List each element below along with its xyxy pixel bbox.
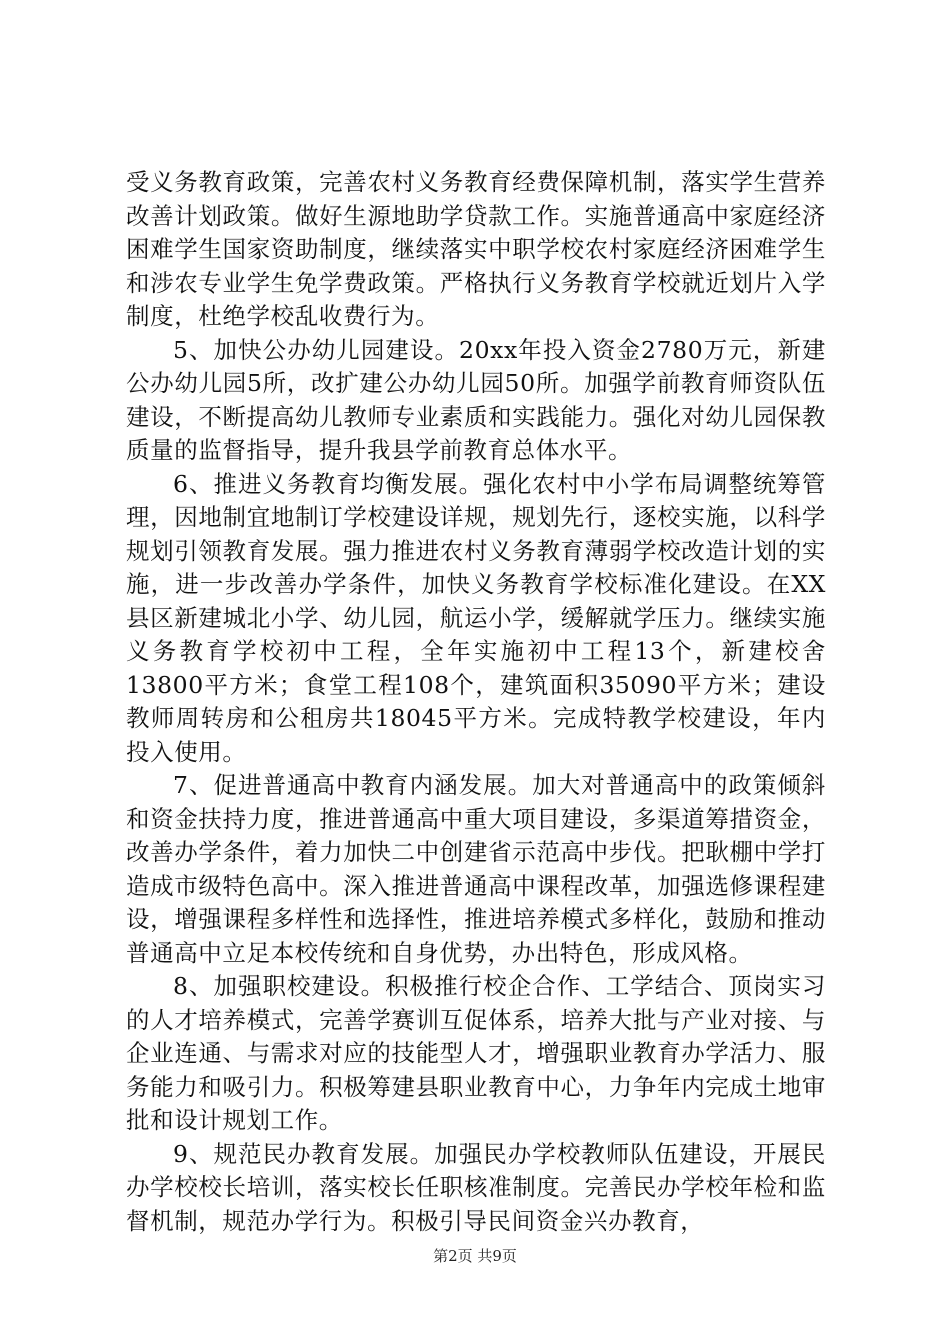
paragraph-item-7: 7、促进普通高中教育内涵发展。加大对普通高中的政策倾斜和资金扶持力度，推进普通高中重大项目建设，多渠道筹措资金，改善办学条件，着力加快二中创建省示范高中步伐。把耿棚中学打造成市级特色高中。深入推进普通高中课程改革，加强选修课程建设，增强课程多样性和选择性，推进培养模式多样化，鼓励和推动普通高中立足本校传统和自身优势，办出特色，形成风格。 [126, 771, 826, 967]
paragraph-item-5: 5、加快公办幼儿园建设。20xx年投入资金2780万元，新建公办幼儿园5所，改扩建公办幼儿园50所。加强学前教育师资队伍建设，不断提高幼儿教师专业素质和实践能力。强化对幼儿园保教质量的监督指导，提升我县学前教育总体水平。 [126, 335, 826, 464]
page-number-footer: 第2页 共9页 [433, 1247, 517, 1265]
document-body [126, 166, 826, 1238]
paragraph-item-8: 8、加强职校建设。积极推行校企合作、工学结合、顶岗实习的人才培养模式，完善学赛训互促体系，培养大批与产业对接、与企业连通、与需求对应的技能型人才，增强职业教育办学活力、服务能力和吸引力。积极筹建县职业教育中心，力争年内完成土地审批和设计规划工作。 [126, 972, 826, 1134]
paragraph-item-9: 9、规范民办教育发展。加强民办学校教师队伍建设，开展民办学校校长培训，落实校长任职核准制度。完善民办学校年检和监督机制，规范办学行为。积极引导民间资金兴办教育， [126, 1139, 826, 1235]
paragraph-item-6: 6、推进义务教育均衡发展。强化农村中小学布局调整统筹管理，因地制宜地制订学校建设详规，规划先行，逐校实施，以科学规划引领教育发展。强力推进农村义务教育薄弱学校改造计划的实施，进一步改善办学条件，加快义务教育学校标准化建设。在XX县区新建城北小学、幼儿园，航运小学，缓解就学压力。继续实施义务教育学校初中工程，全年实施初中工程13个，新建校舍13800平方米；食堂工程108个，建筑面积35090平方米；建设教师周转房和公租房共18045平方米。完成特教学校建设，年内投入使用。 [126, 469, 826, 766]
paragraph-continuation: 受义务教育政策，完善农村义务教育经费保障机制，落实学生营养改善计划政策。做好生源地助学贷款工作。实施普通高中家庭经济困难学生国家资助制度，继续落实中职学校农村家庭经济困难学生和涉农专业学生免学费政策。严格执行义务教育学校就近划片入学制度，杜绝学校乱收费行为。 [126, 168, 826, 330]
